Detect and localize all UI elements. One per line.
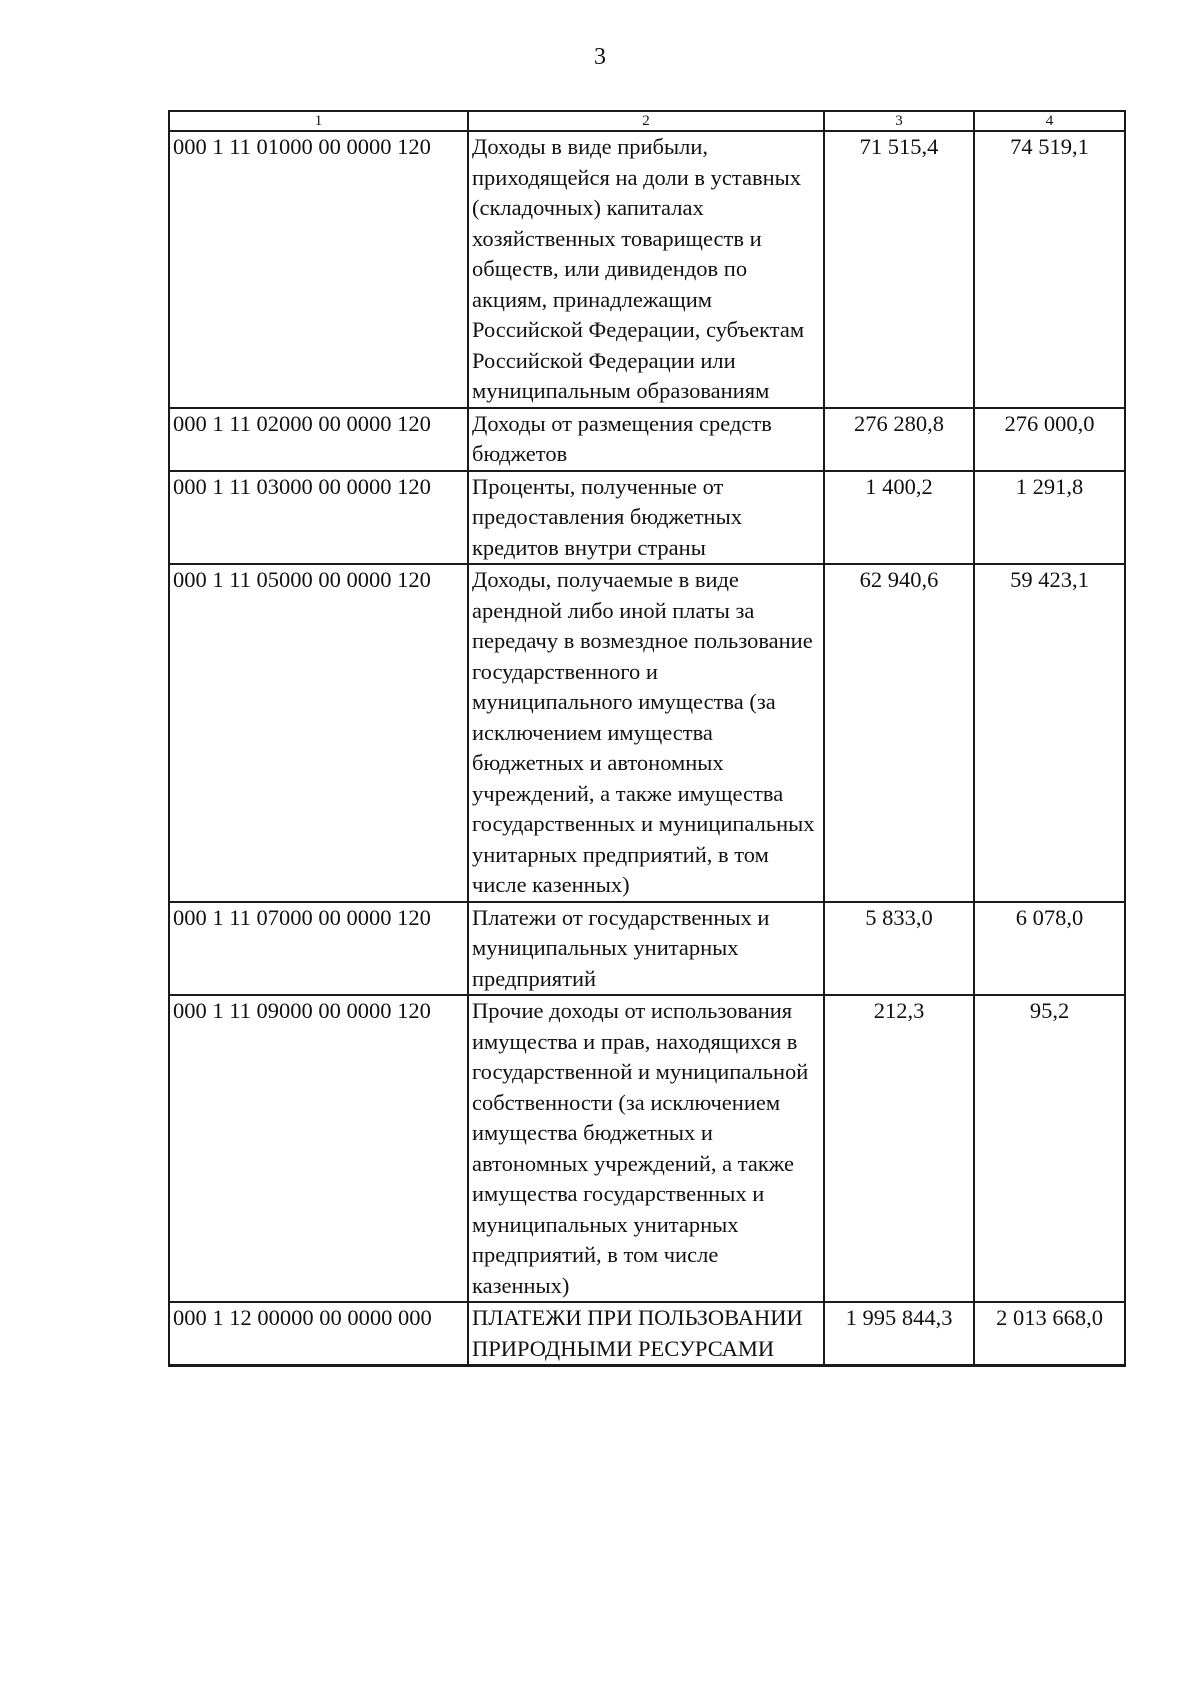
budget-code: 000 1 11 03000 00 0000 120: [169, 471, 468, 565]
amount-column-3: 71 515,4: [824, 131, 974, 408]
income-description: Доходы в виде прибыли, приходящейся на доли в уставных (складочных) капиталах хозяйственных товариществ и обществ, или дивидендов по акциям, принадлежащим Российской Федерации, субъектам Российской Федерации или муниципальным образованиям: [468, 131, 824, 408]
budget-code: 000 1 11 02000 00 0000 120: [169, 408, 468, 471]
column-number-1: 1: [169, 111, 468, 131]
budget-code: 000 1 11 09000 00 0000 120: [169, 995, 468, 1302]
column-number-2: 2: [468, 111, 824, 131]
amount-column-4: 2 013 668,0: [974, 1302, 1125, 1366]
budget-table: [168, 110, 1126, 1367]
budget-code: 000 1 12 00000 00 0000 000: [169, 1302, 468, 1366]
amount-column-3: 1 995 844,3: [824, 1302, 974, 1366]
budget-code: 000 1 11 07000 00 0000 120: [169, 902, 468, 996]
amount-column-3: 276 280,8: [824, 408, 974, 471]
amount-column-4: 276 000,0: [974, 408, 1125, 471]
amount-column-4: 74 519,1: [974, 131, 1125, 408]
table-row: [169, 902, 1125, 996]
budget-code: 000 1 11 05000 00 0000 120: [169, 564, 468, 902]
page-number: 3: [594, 44, 606, 70]
amount-column-3: 5 833,0: [824, 902, 974, 996]
income-description: ПЛАТЕЖИ ПРИ ПОЛЬЗОВАНИИ ПРИРОДНЫМИ РЕСУРСАМИ: [468, 1302, 824, 1366]
column-number-3: 3: [824, 111, 974, 131]
income-description: Доходы, получаемые в виде арендной либо иной платы за передачу в возмездное пользование государственного и муниципального имущества (за исключением имущества бюджетных и автономных учреждений, а также имущества государственных и муниципальных унитарных предприятий, в том числе казенных): [468, 564, 824, 902]
income-description: Платежи от государственных и муниципальных унитарных предприятий: [468, 902, 824, 996]
amount-column-4: 59 423,1: [974, 564, 1125, 902]
amount-column-4: 6 078,0: [974, 902, 1125, 996]
table-row: [169, 408, 1125, 471]
table-row: [169, 471, 1125, 565]
column-number-row: [169, 111, 1125, 131]
amount-column-3: 62 940,6: [824, 564, 974, 902]
table-row: [169, 995, 1125, 1302]
amount-column-4: 1 291,8: [974, 471, 1125, 565]
amount-column-3: 212,3: [824, 995, 974, 1302]
amount-column-3: 1 400,2: [824, 471, 974, 565]
table-body: [169, 131, 1125, 1366]
table-header: [169, 111, 1125, 131]
amount-column-4: 95,2: [974, 995, 1125, 1302]
income-description: Прочие доходы от использования имущества и прав, находящихся в государственной и муниципальной собственности (за исключением имущества бюджетных и автономных учреждений, а также имущества государственных и муниципальных унитарных предприятий, в том числе казенных): [468, 995, 824, 1302]
table-row: [169, 131, 1125, 408]
budget-code: 000 1 11 01000 00 0000 120: [169, 131, 468, 408]
table-row: [169, 1302, 1125, 1366]
column-number-4: 4: [974, 111, 1125, 131]
income-description: Доходы от размещения средств бюджетов: [468, 408, 824, 471]
income-description: Проценты, полученные от предоставления бюджетных кредитов внутри страны: [468, 471, 824, 565]
table-row: [169, 564, 1125, 902]
